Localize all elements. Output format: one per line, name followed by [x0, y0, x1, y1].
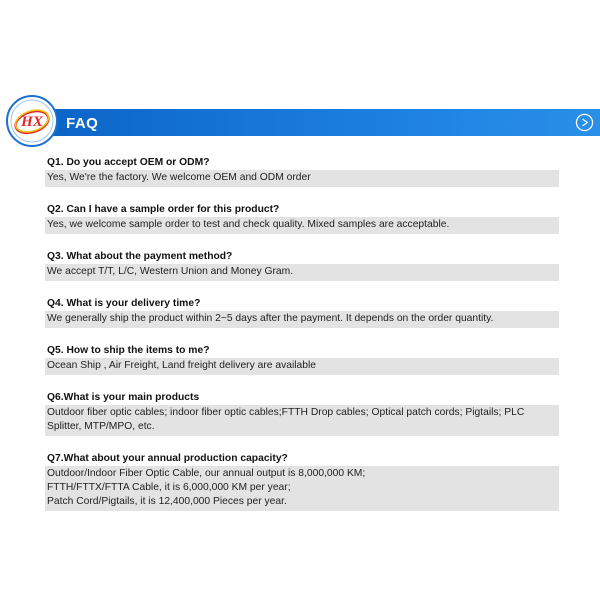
faq-answer: [45, 264, 559, 281]
faq-question: Q5. How to ship the items to me?: [47, 345, 210, 356]
faq-answer-line: Outdoor fiber optic cables; indoor fiber optic cables;FTTH Drop cables; Optical patch cords; Pigtails; PLC: [47, 407, 525, 418]
faq-answer: [45, 358, 559, 375]
faq-question: Q2. Can I have a sample order for this product?: [47, 204, 280, 215]
faq-item: [45, 250, 559, 281]
faq-answer-line: Ocean Ship , Air Freight, Land freight delivery are available: [47, 360, 317, 371]
faq-answer: [45, 311, 559, 328]
faq-answer: [45, 170, 559, 187]
header-bar: [25, 109, 600, 136]
faq-answer: [45, 217, 559, 234]
page-title: FAQ: [66, 115, 99, 132]
faq-answer-line: Splitter, MTP/MPO, etc.: [47, 421, 155, 432]
faq-item: [45, 297, 559, 328]
faq-answer: [45, 405, 559, 436]
logo-text: HX: [21, 114, 43, 130]
faq-question: Q7.What about your annual production capacity?: [47, 453, 288, 464]
faq-item: [45, 156, 559, 187]
faq-question: Q3. What about the payment method?: [47, 251, 233, 262]
faq-question: Q1. Do you accept OEM or ODM?: [47, 157, 210, 168]
play-icon[interactable]: [575, 113, 594, 132]
faq-answer-line: FTTH/FTTX/FTTA Cable, it is 6,000,000 KM per year;: [47, 482, 291, 493]
faq-list: [45, 156, 559, 527]
faq-question: Q4. What is your delivery time?: [47, 298, 201, 309]
faq-answer-line: Outdoor/Indoor Fiber Optic Cable, our annual output is 8,000,000 KM;: [47, 468, 366, 479]
faq-answer: [45, 466, 559, 511]
faq-item: [45, 452, 559, 511]
faq-item: [45, 203, 559, 234]
faq-item: [45, 344, 559, 375]
faq-answer-line: Yes, We're the factory. We welcome OEM and ODM order: [47, 172, 311, 183]
faq-header: [0, 105, 600, 139]
faq-answer-line: Yes, we welcome sample order to test and check quality. Mixed samples are acceptable.: [47, 219, 450, 230]
faq-answer-line: We generally ship the product within 2~5 days after the payment. It depends on the order quantity.: [47, 313, 494, 324]
faq-answer-line: We accept T/T, L/C, Western Union and Money Gram.: [47, 266, 294, 277]
company-logo: [6, 95, 58, 147]
faq-question: Q6.What is your main products: [47, 392, 200, 403]
faq-answer-line: Patch Cord/Pigtails, it is 12,400,000 Pieces per year.: [47, 496, 287, 507]
faq-item: [45, 391, 559, 436]
